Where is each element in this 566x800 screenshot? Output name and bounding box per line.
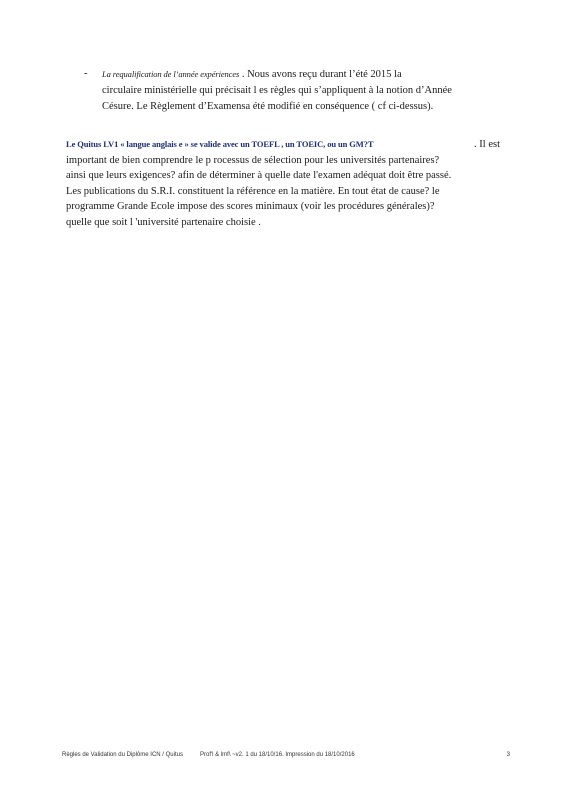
para-line1-rest: . Il est	[474, 139, 500, 150]
bullet-dash: -	[84, 68, 88, 79]
para-line3-text: ainsi que leurs exigences? afin de déterminer à quelle date l'examen adéquat doit être passé.	[66, 170, 452, 181]
para-line-6	[66, 215, 500, 231]
page-number: 3	[506, 752, 510, 758]
para-line-1	[66, 137, 500, 153]
para-line6-text: quelle que soit l 'université partenaire choisie .	[66, 216, 261, 228]
quitus-paragraph	[66, 137, 500, 230]
para-line2-text: important de bien comprendre le p rocessus de sélection pour les universités partenaires?	[66, 154, 440, 166]
para-lead: Le Quitus LV1 « langue anglais e » se valide avec un TOEFL , un TOEIC, ou un GM?T	[66, 139, 374, 149]
para-line-4	[66, 184, 500, 200]
bullet-line2: circulaire ministérielle qui précisait l es règles qui s’appliquent à la notion d’Année	[102, 85, 452, 96]
bullet-italic-term: La requalification de l’année expériences	[102, 69, 240, 79]
para-line-5	[66, 199, 500, 215]
bullet-line3: Césure. Le Règlement d’Examensa été modifié en conséquence ( cf ci-dessus).	[102, 101, 434, 112]
footer-title: Règles de Validation du Diplôme ICN / Quitus	[62, 752, 183, 758]
bullet-line1-rest: . Nous avons reçu durant l’été 2015 la	[241, 69, 402, 80]
para-line-2	[66, 153, 500, 169]
para-line4-text: Les publications du S.R.I. constituent la référence en la matière. En tout état de cause? le	[66, 185, 440, 197]
bullet-item	[86, 66, 500, 115]
para-line-3	[66, 168, 500, 184]
footer-version: Prof'l & lmf\ ~v2. 1 du 18/10/16. Impression du 18/10/2016	[200, 752, 355, 758]
bullet-text	[102, 66, 500, 115]
para-line5-text: programme Grande Ecole impose des scores minimaux (voir les procédures générales)?	[66, 201, 435, 212]
